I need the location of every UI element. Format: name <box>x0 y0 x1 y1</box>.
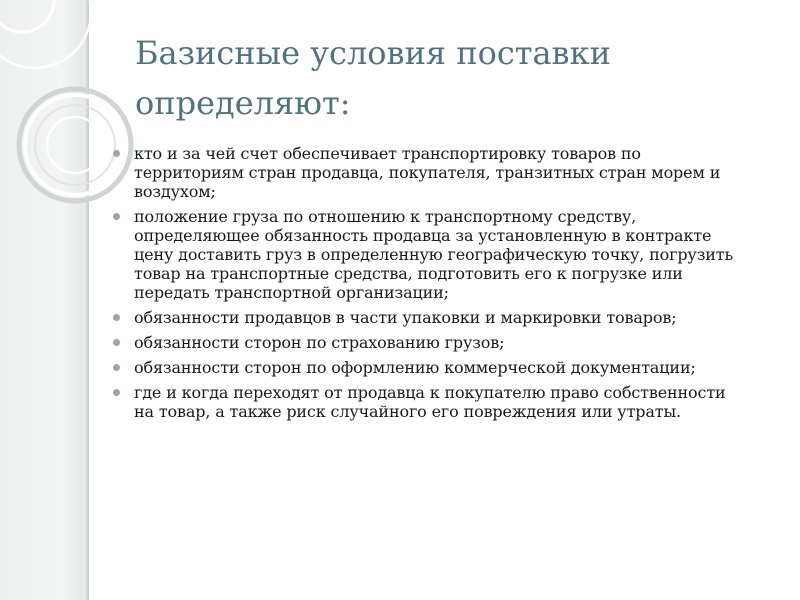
bullet-text: кто и за чей счет обеспечивает транспортировку товаров по территориям стран продавца, покупателя, транзитных стран морем и воздухом; <box>134 144 721 201</box>
bullet-text: обязанности сторон по оформлению коммерческой документации; <box>134 358 696 377</box>
bullet-item <box>110 358 750 377</box>
bullet-text: где и когда переходят от продавца к покупателю право собственности на товар, а также риск случайного его повреждения или утраты. <box>134 383 726 421</box>
bullet-item <box>110 144 750 201</box>
slide-title: Базисные условия поставки определяют: <box>135 34 611 122</box>
strip-edge <box>86 0 89 600</box>
bullet-dot-icon <box>113 213 120 220</box>
bullet-dot-icon <box>113 339 120 346</box>
bullet-item <box>110 383 750 421</box>
bullet-item <box>110 333 750 352</box>
left-decorative-strip <box>0 0 88 600</box>
bullet-dot-icon <box>113 364 120 371</box>
bullet-text: обязанности продавцов в части упаковки и маркировки товаров; <box>134 308 677 327</box>
bullet-item <box>110 308 750 327</box>
bullet-dot-icon <box>113 314 120 321</box>
bullet-list <box>110 144 750 427</box>
bullet-text: обязанности сторон по страхованию грузов; <box>134 333 505 352</box>
bullet-dot-icon <box>113 389 120 396</box>
bullet-item <box>110 207 750 302</box>
bullet-dot-icon <box>113 150 120 157</box>
bullet-text: положение груза по отношению к транспортному средству, определяющее обязанность продавца за установленную в контракте цену доставить груз в определенную географическую точку, погрузить товар на транспортные средства, подготовить его к погрузке или передать транспортной организации; <box>134 207 734 302</box>
